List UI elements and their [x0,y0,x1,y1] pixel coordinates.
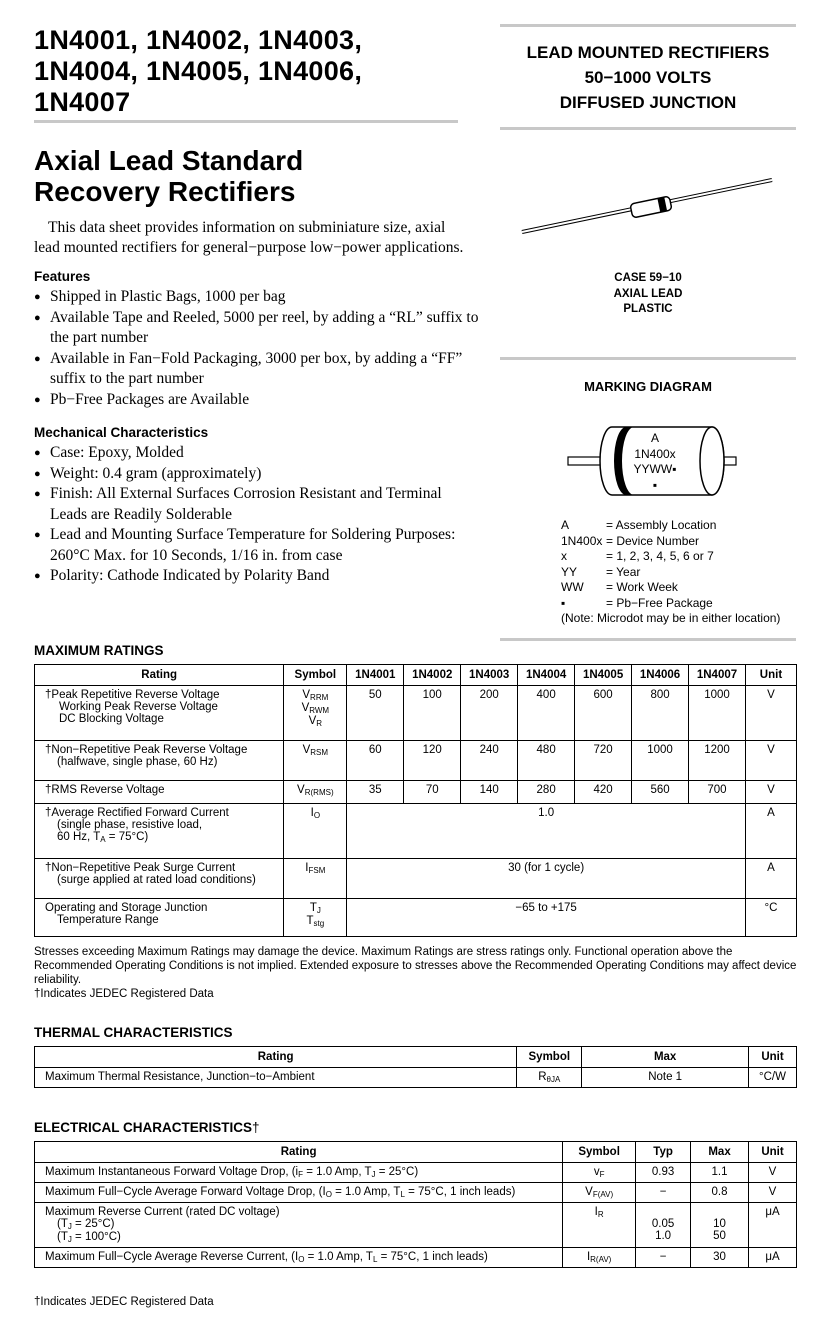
unit-cell: μA [749,1203,797,1248]
rating-text: 60 Hz, T [57,831,101,843]
legend-value: = Work Week [606,580,678,594]
legend-row [561,565,780,581]
column-header: 1N4007 [689,665,746,686]
table-header-row [35,665,797,686]
list-item: ● Case: Epoxy, Molded [34,443,464,464]
legend-value: = Assembly Location [606,518,717,532]
header-right-line: DIFFUSED JUNCTION [559,93,737,112]
value-cell: 1.0 [347,804,746,859]
legend-value: = Year [606,564,641,579]
rating-cell [35,859,284,899]
marking-line: YYWW▪ [633,462,677,476]
column-header: Rating [35,1047,517,1068]
title-line: Axial Lead Standard [34,145,304,176]
header-right-line: 50−1000 VOLTS [584,68,712,87]
table-row [35,1203,797,1248]
rating-text: Maximum Reverse Current (rated DC voltage) [45,1206,280,1218]
list-item: ● Lead and Mounting Surface Temperature for Soldering Purposes: 260°C Max. for 10 Seconds, 1/16 in. from case [34,525,464,566]
table-row [35,899,797,937]
subscript: A [100,835,106,844]
rating-cell: Maximum Full−Cycle Average Forward Voltage Drop, ($I_O = 1.0$ Amp, $T_L = 75^\circ C$, 1 inch leads) [35,1183,563,1203]
list-item: ● Pb−Free Packages are Available [34,390,484,411]
symbol-cell: $T_J$ $T_{stg}$ [284,899,347,937]
symbol-cell: $V_{RRM}$ $V_{RWM}$ $V_R$ [284,686,347,741]
value-cell: − [636,1248,691,1268]
rating-cell: Maximum Full−Cycle Average Reverse Current, ($I_O = 1.0$ Amp, $T_L = 75^\circ C$, 1 inch leads) [35,1248,563,1268]
rating-cell [35,686,284,741]
value-cell: 240 [461,741,518,781]
value-cell: 70 [404,781,461,804]
column-header: Unit [749,1047,797,1068]
value-cell: 200 [461,686,518,741]
value-cell: 0.93 [636,1163,691,1183]
value-cell: 1000 [632,741,689,781]
heading-text: ELECTRICAL CHARACTERISTICS [34,1120,253,1135]
axial-diode-image [518,174,778,238]
legend-row [561,549,780,565]
case-line: PLASTIC [623,303,673,315]
column-header: Rating [35,1142,563,1163]
unit-cell: A [745,804,796,859]
rating-line: Working Peak Reverse Voltage [59,701,218,713]
marking-line: A [650,431,659,445]
legend-key: x [561,549,567,563]
marking-diagram-title: MARKING DIAGRAM [584,379,712,394]
unit-cell: V [745,741,796,781]
symbol-cell: $V_{R(RMS)}$ [284,781,347,804]
part-line-2: 1N4004, 1N4005, 1N4006, [34,56,363,86]
marking-line: 1N400x [634,446,676,461]
column-header: 1N4002 [404,665,461,686]
legend-key: ▪ [561,595,566,610]
table-row [35,781,797,804]
part-numbers [34,25,464,118]
max-ratings-heading: MAXIMUM RATINGS [34,643,164,658]
list-item: ● Polarity: Cathode Indicated by Polarity Band [34,566,464,587]
thermal-heading: THERMAL CHARACTERISTICS [34,1025,233,1040]
rating-text: Maximum Full−Cycle Average Forward Voltage Drop, (I [45,1186,326,1198]
value-text: 0.05 [651,1218,675,1230]
symbol-cell: $I_{FSM}$ [284,859,347,899]
rating-line: (halfwave, single phase, 60 Hz) [57,756,218,768]
list-item: ● Weight: 0.4 gram (approximately) [34,464,464,485]
marking-legend [561,518,780,627]
column-header: 1N4006 [632,665,689,686]
table-row [35,1163,797,1183]
value-cell: 100 [404,686,461,741]
unit-cell: V [745,781,796,804]
rating-line: †Average Rectified Forward Current [45,807,229,819]
rating-line: †Peak Repetitive Reverse Voltage [45,689,220,701]
column-header: 1N4001 [347,665,404,686]
rating-line: †Non−Repetitive Peak Reverse Voltage [45,744,248,756]
marking-body-text [612,431,698,493]
column-header: 1N4005 [575,665,632,686]
value-cell: 30 [691,1248,749,1268]
symbol-cell: $I_O$ [284,804,347,859]
table-row [35,686,797,741]
legend-value: = Device Number [606,533,700,548]
symbol-cell: $V_{RSM}$ [284,741,347,781]
marking-line: ▪ [652,477,658,492]
table-row [35,859,797,899]
legend-row [561,534,780,550]
symbol-cell: $v_F$ [563,1163,636,1183]
value-cell: 1200 [689,741,746,781]
legend-key: A [561,518,570,532]
column-header: Symbol [517,1047,582,1068]
column-header: Unit [749,1142,797,1163]
column-header: 1N4003 [461,665,518,686]
rating-cell [35,899,284,937]
table-row [35,804,797,859]
column-header: 1N4004 [518,665,575,686]
rating-cell: Maximum Instantaneous Forward Voltage Drop, ($i_F = 1.0$ Amp, $T_J = 25^\circ C$) [35,1163,563,1183]
max-ratings-table [34,664,797,937]
value-cell: 60 [347,741,404,781]
rating-line: (single phase, resistive load, [57,819,203,831]
rating-line: (surge applied at rated load conditions) [57,874,256,886]
rating-line: †Non−Repetitive Peak Surge Current [45,862,236,874]
case-line: AXIAL LEAD [613,287,683,300]
value-cell: 560 [632,781,689,804]
rating-line: Temperature Range [57,914,159,926]
value-cell [636,1203,691,1248]
value-cell: 280 [518,781,575,804]
legend-row [561,518,780,534]
value-cell: 1000 [689,686,746,741]
value-cell: 140 [461,781,518,804]
table-row [35,741,797,781]
rating-cell [35,741,284,781]
value-text: 50 [713,1230,726,1242]
value-cell: 600 [575,686,632,741]
value-cell: 0.8 [691,1183,749,1203]
dagger-mark: † [252,1120,260,1135]
value-cell: 1.1 [691,1163,749,1183]
rating-line: Operating and Storage Junction [45,902,208,914]
column-header: Symbol [563,1142,636,1163]
list-item: ● Available in Fan−Fold Packaging, 3000 per box, by adding a “FF” suffix to the part number [34,349,484,390]
unit-cell: V [749,1183,797,1203]
table-header-row [35,1142,797,1163]
case-line: CASE 59−10 [614,272,682,284]
rating-line: DC Blocking Voltage [59,713,164,725]
value-cell: 400 [518,686,575,741]
symbol-cell: $R_{\theta JA}$ [517,1068,582,1088]
page-title [34,145,464,207]
part-line-3: 1N4007 [34,87,131,117]
value-text: 1.0 [655,1230,672,1242]
value-cell: 120 [404,741,461,781]
value-cell: 420 [575,781,632,804]
unit-cell: V [745,686,796,741]
value-cell: 50 [347,686,404,741]
rating-line [45,831,279,844]
divider [500,638,796,641]
divider [34,120,458,123]
list-item: ● Available Tape and Reeled, 5000 per reel, by adding a “RL” suffix to the part number [34,308,484,349]
unit-cell: V [749,1163,797,1183]
unit-cell: °C [745,899,796,937]
legend-row [561,580,780,596]
intro-paragraph: This data sheet provides information on subminiature size, axial lead mounted rectifiers for general−purpose low−power applications. [34,219,464,256]
value-cell: 700 [689,781,746,804]
header-right-block [500,40,796,115]
rating-text: Maximum Instantaneous Forward Voltage Drop, (i [45,1166,299,1178]
value-cell [691,1203,749,1248]
thermal-table [34,1046,797,1088]
electrical-table [34,1141,797,1268]
list-item: ● Shipped in Plastic Bags, 1000 per bag [34,287,484,308]
table-row [35,1183,797,1203]
symbol-cell: $I_R$ [563,1203,636,1248]
value-cell: 720 [575,741,632,781]
table-row [35,1068,797,1088]
column-header: Max [582,1047,749,1068]
value-cell: 480 [518,741,575,781]
value-cell: Note 1 [582,1068,749,1088]
features-heading: Features [34,269,91,284]
rating-cell: †RMS Reverse Voltage [35,781,284,804]
jedec-note: †Indicates JEDEC Registered Data [34,1296,214,1308]
value-cell: −65 to +175 [347,899,746,937]
unit-cell: μA [749,1248,797,1268]
rating-cell: Maximum Thermal Resistance, Junction−to−Ambient [35,1068,517,1088]
column-header: Rating [35,665,284,686]
unit-cell: A [745,859,796,899]
title-line: Recovery Rectifiers [34,176,296,207]
mechanical-heading: Mechanical Characteristics [34,425,209,440]
legend-row [561,596,780,612]
divider [500,24,796,27]
value-text: 10 [713,1218,726,1230]
value-cell: 800 [632,686,689,741]
table-row [35,1248,797,1268]
value-cell: 30 (for 1 cycle) [347,859,746,899]
legend-key: WW [561,580,584,594]
column-header: Symbol [284,665,347,686]
features-section [34,269,484,410]
column-header: Typ [636,1142,691,1163]
column-header: Unit [745,665,796,686]
unit-cell: °C/W [749,1068,797,1088]
legend-value: = Pb−Free Package [606,595,713,610]
part-line-1: 1N4001, 1N4002, 1N4003, [34,25,363,55]
value-cell: − [636,1183,691,1203]
legend-key: YY [561,564,578,579]
rating-text: Maximum Full−Cycle Average Reverse Current, (I [45,1251,299,1263]
divider [500,357,796,360]
table-header-row [35,1047,797,1068]
rating-text: = 75°C) [105,831,149,843]
electrical-heading [34,1120,260,1135]
jedec-note: †Indicates JEDEC Registered Data [34,988,214,1000]
case-label [500,271,796,318]
rating-cell: Maximum Reverse Current (rated DC voltage) $(T_J = 25^\circ C)$ $(T_J = 100^\circ C)$ [35,1203,563,1248]
rating-cell [35,804,284,859]
value-cell: 35 [347,781,404,804]
legend-note: (Note: Microdot may be in either location) [561,611,781,625]
symbol-cell: $V_{F(AV)}$ [563,1183,636,1203]
list-item: ● Finish: All External Surfaces Corrosion Resistant and Terminal Leads are Readily Solderable [34,484,464,525]
header-right-line: LEAD MOUNTED RECTIFIERS [526,43,770,62]
legend-value: = 1, 2, 3, 4, 5, 6 or 7 [606,549,714,563]
symbol-cell: $I_{R(AV)}$ [563,1248,636,1268]
divider [500,127,796,130]
legend-key: 1N400x [561,533,603,548]
mechanical-section [34,425,464,587]
column-header: Max [691,1142,749,1163]
max-ratings-footnote: Stresses exceeding Maximum Ratings may damage the device. Maximum Ratings are stress ratings only. Functional operation above the Recommended Operating Conditions is not implied. Extended exposure to stresses above the Recommended Operating Conditions may affect device reliability. [34,946,797,986]
